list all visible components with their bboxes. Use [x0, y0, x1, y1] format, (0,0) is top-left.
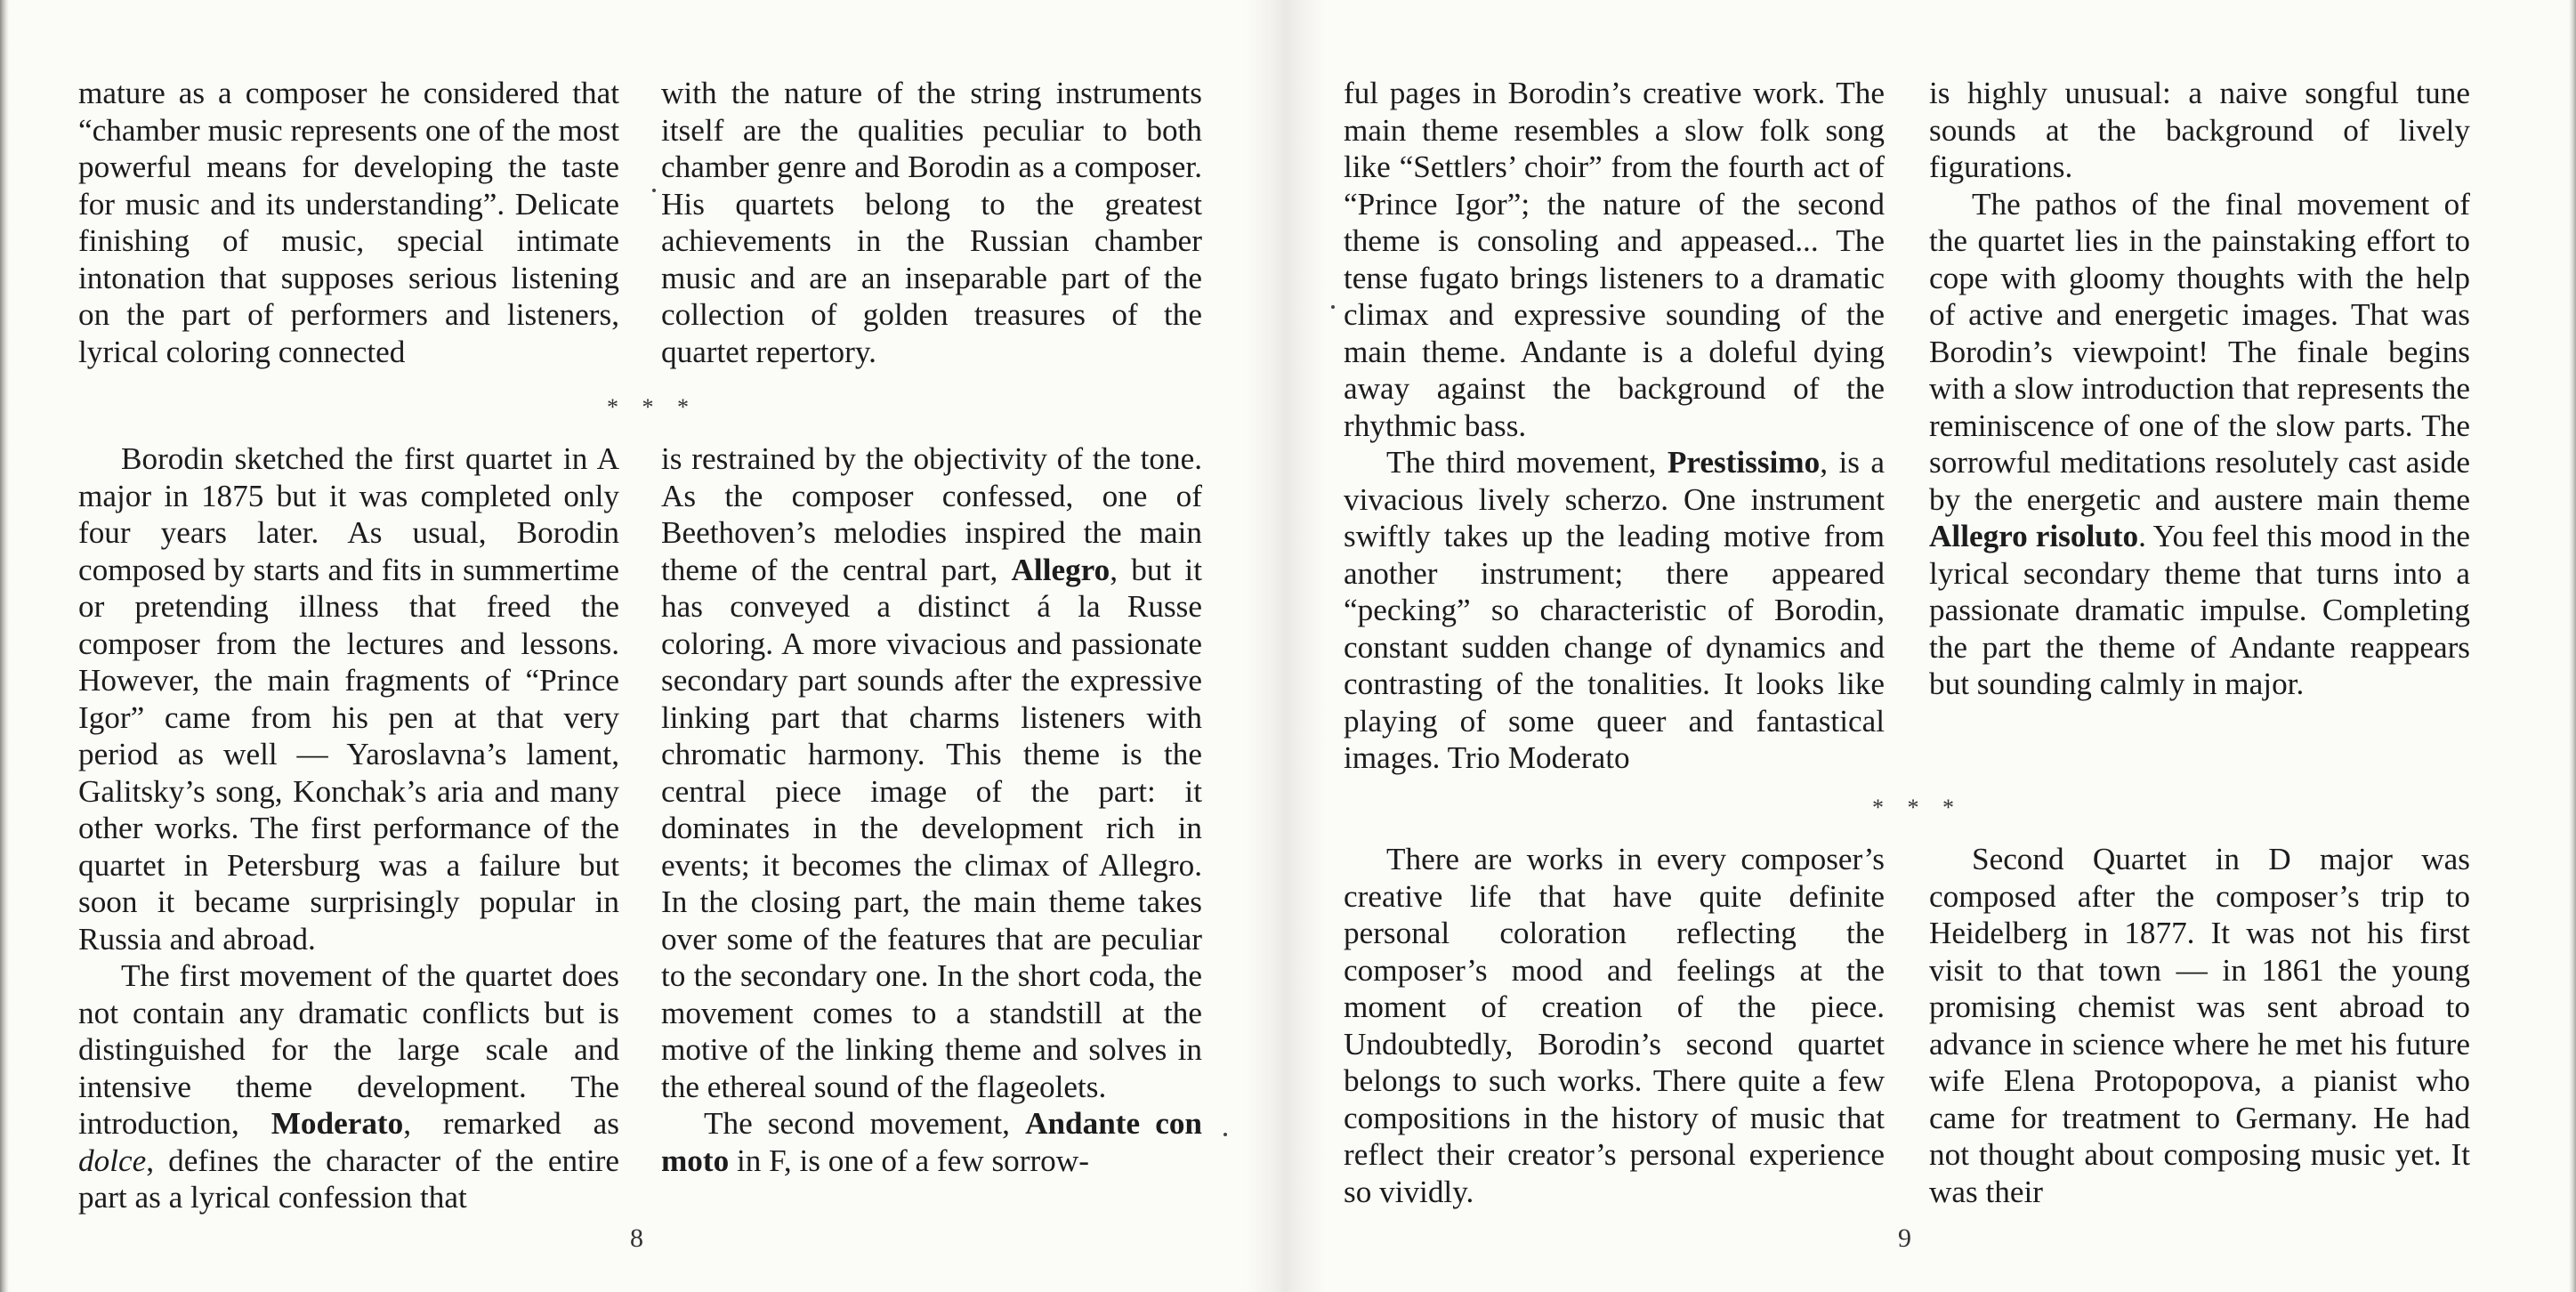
tempo-marking: Allegro risoluto: [1929, 519, 2139, 553]
tempo-marking: Andante con moto: [661, 1106, 1202, 1178]
text-run: , is a vivacious lively scherzo. One instrument swiftly takes up the leading motive from another instrument; there appeared “pecking” so characteristic of Borodin, constant sudden change of dynamics and contrasting of the tonalities. It looks like playing of some queer and fantastical images. Trio Moderato: [1344, 445, 1885, 775]
paragraph: Borodin sketched the first quartet in A major in 1875 but it was completed only four years later. As usual, Borodin composed by starts and fits in summertime or pretending illness that freed the composer from the lectures and lessons. However, the main fragments of “Prince Igor” came from his pen at that very period as well — Yaroslavna’s lament, Galitsky’s song, Konchak’s aria and many other works. The first performance of the quartet in Petersburg was a failure but soon it became surprisingly popular in Russia and abroad.: [78, 441, 619, 957]
page-number: 9: [1898, 1223, 1911, 1253]
paragraph: [661, 1105, 1202, 1179]
paragraph: [78, 957, 619, 1216]
text-run: The third movement,: [1386, 445, 1668, 480]
text-run: , but it has conveyed a distinct á la Russe coloring. A more vivacious and passionate secondary part sounds after the expressive linking part that charms listeners with chromatic harmony. This theme is the central piece image of the part: it dominates in the development rich in events; it becomes the climax of Allegro. In the closing part, the main theme takes over some of the features that are peculiar to the secondary one. In the short coda, the movement comes to a standstill at the motive of the linking theme and solves in the ethereal sound of the flageolets.: [661, 552, 1202, 1104]
text-run: The second movement,: [704, 1106, 1026, 1141]
right-bottom-column-1: [1344, 841, 1885, 1210]
right-page: [1281, 0, 2576, 1292]
text-run: in F, is one of a few sorrow-: [729, 1143, 1089, 1178]
paragraph: [1344, 444, 1885, 777]
paragraph: Second Quartet in D major was composed after the composer’s trip to Heidelberg in 1877. It was not his first visit to that town — in 1861 the young promising chemist was sent abroad to advance in science where he met his future wife Elena Protopopova, a pianist who came for treatment to Germany. He had not thought about composing music yet. It was their: [1929, 842, 2470, 1209]
section-separator: * * *: [1872, 795, 1963, 820]
text-run: is restrained by the objectivity of the tone. As the composer confessed, one of Beethoven’s melodies inspired the main theme of the central part,: [661, 441, 1202, 587]
left-page: [0, 0, 1281, 1292]
print-speck: [652, 189, 656, 192]
right-top-column-1: [1344, 75, 1885, 777]
text-run: The pathos of the final movement of the quartet lies in the painstaking effort to cope with gloomy thoughts with the help of active and energetic images. That was Borodin’s viewpoint! The finale begins with a slow introduction that represents the reminiscence of one of the slow parts. The sorrowful meditations resolutely cast aside by the energetic and austere main theme: [1929, 186, 2470, 517]
book-gutter: [1246, 0, 1326, 1292]
text-run: . You feel this mood in the lyrical secondary theme that turns into a passionate dramatic impulse. Completing the part the theme of Andante reappears but sounding calmly in major.: [1929, 519, 2470, 701]
left-top-column-2: [661, 75, 1202, 370]
left-bottom-column-1: [78, 440, 619, 1216]
paragraph: ful pages in Borodin’s creative work. The main theme resembles a slow folk song like “Settlers’ choir” from the fourth act of “Prince Igor”; the nature of the second theme is consoling and appeased... The tense fugato brings listeners to a dramatic climax and expressive sounding of the main theme. Andante is a doleful dying away against the background of the rhythmic bass.: [1344, 76, 1885, 443]
right-bottom-column-2: [1929, 841, 2470, 1210]
print-speck: [1223, 1133, 1227, 1136]
paragraph: There are works in every composer’s creative life that have quite definite personal coloration reflecting the composer’s mood and feelings at the moment of creation of the piece. Undoubtedly, Borodin’s second quartet belongs to such works. There quite a few compositions in the history of music that reflect their creator’s personal experience so vividly.: [1344, 842, 1885, 1209]
left-bottom-column-2: [661, 440, 1202, 1179]
tempo-marking: Prestissimo: [1667, 445, 1821, 480]
paragraph: mature as a composer he considered that “chamber music represents one of the most powerful means for developing the taste for music and its understanding”. Delicate finishing of music, special intimate intonation that supposes serious listening on the part of performers and listeners, lyrical coloring connected: [78, 76, 619, 369]
tempo-marking: Allegro: [1011, 552, 1110, 587]
page-number: 8: [630, 1223, 643, 1253]
italic-term: dolce: [78, 1143, 147, 1178]
paragraph: [661, 440, 1202, 1105]
right-top-column-2: [1929, 75, 2470, 703]
paragraph: with the nature of the string instruments itself are the qualities peculiar to both chamber genre and Borodin as a composer. His quartets belong to the greatest achievements in the Russian chamber music and are an inseparable part of the collection of golden treasures of the quartet repertory.: [661, 76, 1202, 369]
page-binding-edge: [0, 0, 9, 1292]
print-speck: [1331, 305, 1335, 309]
left-top-column-1: [78, 75, 619, 370]
paragraph: [1929, 186, 2470, 703]
text-run: , defines the character of the entire part as a lyrical confession that: [78, 1143, 619, 1215]
text-run: The first movement of the quartet does not contain any dramatic conflicts but is distinguished for the large scale and intensive theme development. The introduction,: [78, 958, 619, 1141]
tempo-marking: Moderato: [271, 1106, 404, 1141]
section-separator: * * *: [607, 394, 698, 420]
paragraph: is highly unusual: a naive songful tune sounds at the background of lively figurations.: [1929, 76, 2470, 184]
page-edge: [2569, 0, 2576, 1292]
text-run: , remarked as: [403, 1106, 619, 1141]
